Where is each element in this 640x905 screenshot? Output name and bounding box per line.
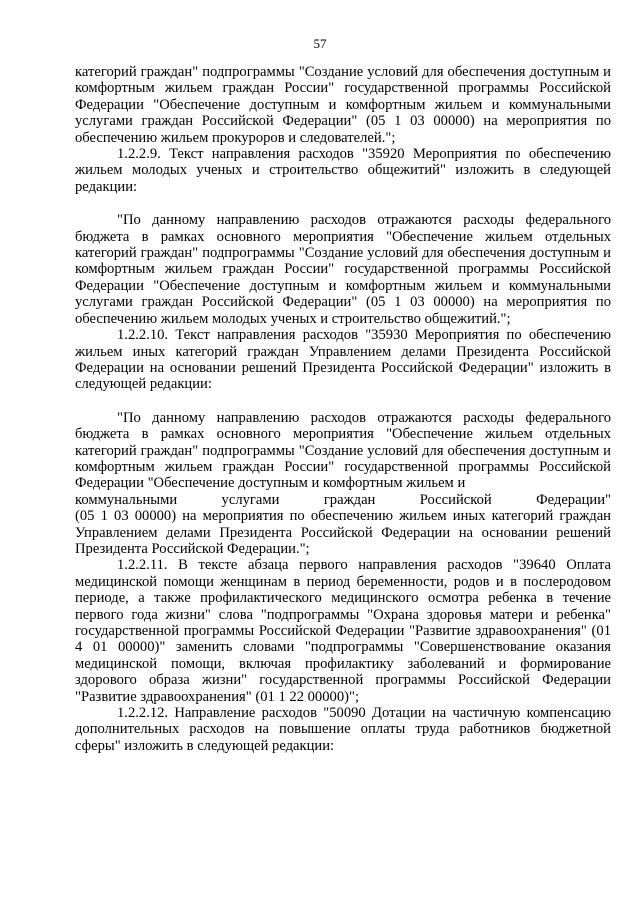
paragraph-1-2-2-11: 1.2.2.11. В тексте абзаца первого направления расходов "39640 Оплата медицинской помощи женщинам в период беременности, родов и в послеродовом периоде, а также профилактического медицинского осмотра ребенка в течение первого года жизни" слова "подпрограммы "Охрана здоровья матери и ребенка" государственной программы Российской Федерации "Развитие здравоохранения" (01 4 01 00000)" заменить словами "подпрограммы "Совершенствование оказания медицинской помощи, включая профилактику заболеваний и формирование здорового образа жизни" государственной программы Российской Федерации "Развитие здравоохранения" (01 1 22 00000)"; (75, 557, 611, 705)
justified-words-row (75, 492, 611, 508)
row-word: услугами (221, 491, 280, 508)
row-word: Федерации" (536, 491, 611, 508)
document-body (75, 64, 611, 754)
paragraph-continuation: категорий граждан" подпрограммы "Создание условий для обеспечения доступным и комфортным жильем граждан России" государственной программы Российской Федерации "Обеспечение доступным и комфортным жильем и коммунальными услугами граждан Российской Федерации" (05 1 03 00000) на мероприятия по обеспечению жильем прокуроров и следователей."; (75, 64, 611, 146)
row-word: граждан (323, 491, 376, 508)
quoted-text-35920: "По данному направлению расходов отражаются расходы федерального бюджета в рамках основного мероприятия "Обеспечение жильем отдельных категорий граждан" подпрограммы "Создание условий для обеспечения доступным и комфортным жильем граждан России" государственной программы Российской Федерации "Обеспечение доступным и комфортным жильем и коммунальными услугами граждан Российской Федерации" (05 1 03 00000) на мероприятия по обеспечению жильем молодых ученых и строительство общежитий."; (75, 212, 611, 327)
page-number: 57 (313, 36, 327, 51)
paragraph-1-2-2-12: 1.2.2.12. Направление расходов "50090 Дотации на частичную компенсацию дополнительных расходов на повышение оплаты труда работников бюджетной сферы" изложить в следующей редакции: (75, 705, 611, 754)
quoted-text-35930-head: "По данному направлению расходов отражаются расходы федерального бюджета в рамках основного мероприятия "Обеспечение жильем отдельных категорий граждан" подпрограммы "Создание условий для обеспечения доступным и комфортным жильем граждан России" государственной программы Российской Федерации "Обеспечение доступным и комфортным жильем и (75, 409, 611, 492)
quoted-text-35930 (75, 410, 611, 558)
row-word: Российской (419, 491, 492, 508)
paragraph-1-2-2-10: 1.2.2.10. Текст направления расходов "35930 Мероприятия по обеспечению жильем иных категорий граждан Управлением делами Президента Российской Федерации на основании решений Президента Российской Федерации" изложить в следующей редакции: (75, 327, 611, 393)
paragraph-1-2-2-9: 1.2.2.9. Текст направления расходов "35920 Мероприятия по обеспечению жильем молодых ученых и строительство общежитий" изложить в следующей редакции: (75, 146, 611, 195)
quoted-text-35930-tail: (05 1 03 00000) на мероприятия по обеспечению жильем иных категорий граждан Управлением делами Президента Российской Федерации на основании решений Президента Российской Федерации."; (75, 508, 611, 557)
row-word: коммунальными (75, 491, 178, 508)
